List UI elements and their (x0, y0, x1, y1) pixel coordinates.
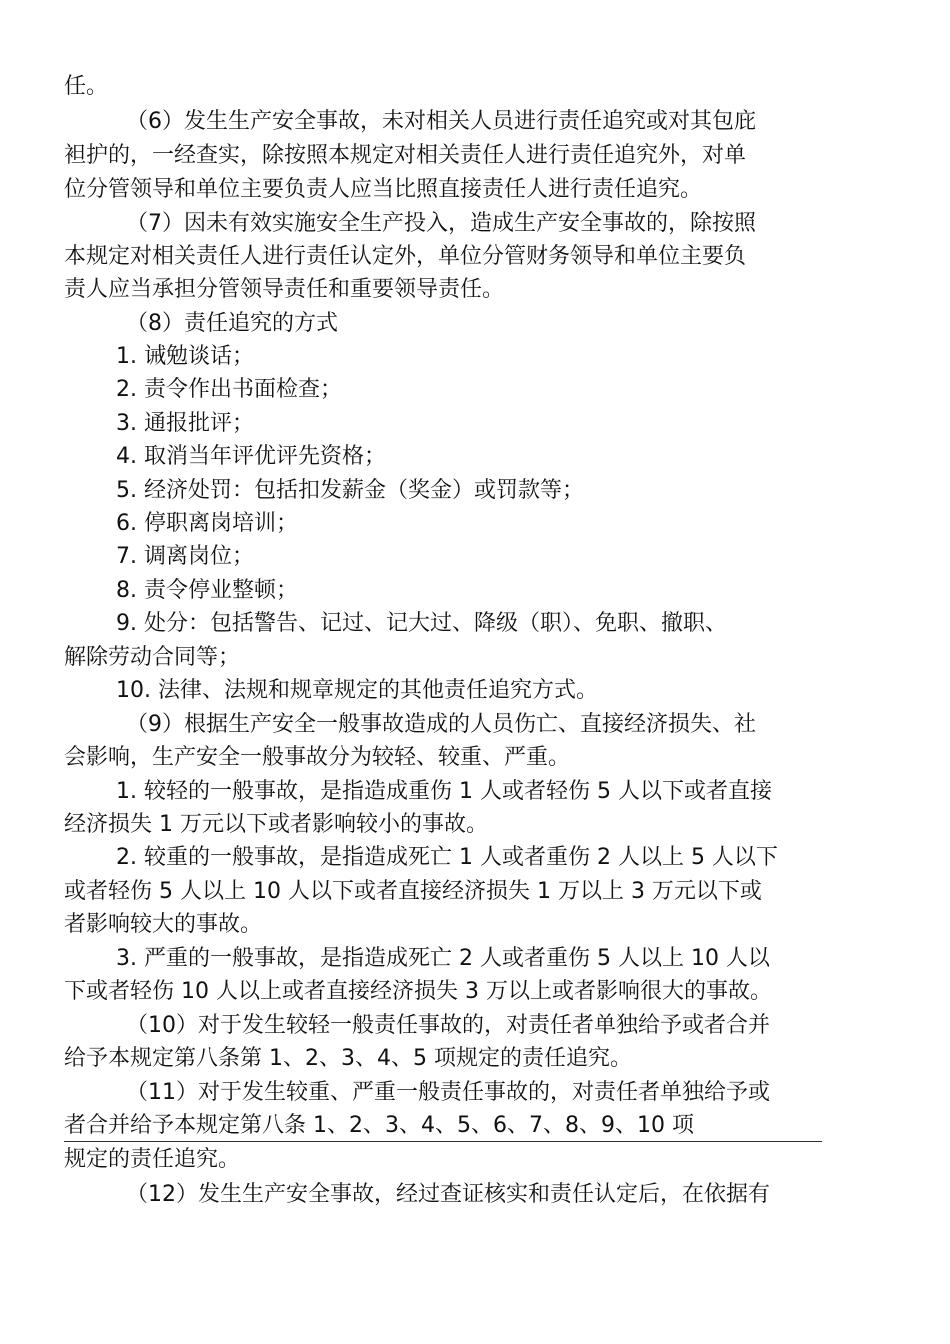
text-line: 者合并给予本规定第八条 1、2、3、4、5、6、7、8、9、10 项 (64, 1113, 694, 1138)
text-line: 5. 经济处罚：包括扣发薪金（奖金）或罚款等； (116, 478, 584, 503)
text-line: 8. 责令停业整顿； (116, 578, 298, 603)
text-line: 9. 处分：包括警告、记过、记大过、降级（职）、免职、撤职、 (116, 611, 727, 636)
text-line: 3. 通报批评； (116, 411, 254, 436)
text-line: 4. 取消当年评优评先资格； (116, 444, 386, 469)
text-line: （11）对于发生较重、严重一般责任事故的，对责任者单独给予或 (126, 1080, 770, 1105)
text-line: 1. 较轻的一般事故，是指造成重伤 1 人或者轻伤 5 人以下或者直接 (116, 779, 772, 804)
text-line: （7）因未有效实施安全生产投入，造成生产安全事故的，除按照 (126, 211, 756, 236)
text-line: 任。 (64, 74, 109, 99)
text-line: 6. 停职离岗培训； (116, 511, 298, 536)
text-line: 责人应当承担分管领导责任和重要领导责任。 (64, 277, 505, 302)
text-line: 本规定对相关责任人进行责任认定外，单位分管财务领导和单位主要负 (64, 244, 747, 269)
text-line: （10）对于发生较轻一般责任事故的，对责任者单独给予或者合并 (126, 1013, 770, 1038)
text-line: 7. 调离岗位； (116, 544, 254, 569)
text-line: 袒护的，一经查实，除按照本规定对相关责任人进行责任追究外，对单 (64, 143, 747, 168)
text-line: 者影响较大的事故。 (64, 912, 263, 937)
text-line: 位分管领导和单位主要负责人应当比照直接责任人进行责任追究。 (64, 177, 703, 202)
text-line: （8）责任追究的方式 (126, 311, 338, 336)
text-line: 下或者轻伤 10 人以上或者直接经济损失 3 万以上或者影响很大的事故。 (64, 979, 772, 1004)
text-line: 2. 责令作出书面检查； (116, 377, 342, 402)
horizontal-rule (64, 1141, 822, 1142)
text-line: 或者轻伤 5 人以上 10 人以下或者直接经济损失 1 万以上 3 万元以下或 (64, 879, 762, 904)
text-line: 规定的责任追究。 (64, 1147, 241, 1172)
text-line: 2. 较重的一般事故，是指造成死亡 1 人或者重伤 2 人以上 5 人以下 (116, 845, 778, 870)
text-line: 1. 诫勉谈话； (116, 344, 254, 369)
text-line: 10. 法律、法规和规章规定的其他责任追究方式。 (116, 678, 598, 703)
text-line: 会影响，生产安全一般事故分为较轻、较重、严重。 (64, 745, 571, 770)
text-line: （12）发生生产安全事故，经过查证核实和责任认定后，在依据有 (126, 1182, 770, 1207)
text-line: （6）发生生产安全事故，未对相关人员进行责任追究或对其包庇 (126, 109, 756, 134)
text-line: 给予本规定第八条第 1、2、3、4、5 项规定的责任追究。 (64, 1046, 632, 1071)
text-line: （9）根据生产安全一般事故造成的人员伤亡、直接经济损失、社 (126, 712, 756, 737)
text-line: 经济损失 1 万元以下或者影响较小的事故。 (64, 812, 488, 837)
text-line: 解除劳动合同等； (64, 645, 241, 670)
text-line: 3. 严重的一般事故，是指造成死亡 2 人或者重伤 5 人以上 10 人以 (116, 946, 770, 971)
